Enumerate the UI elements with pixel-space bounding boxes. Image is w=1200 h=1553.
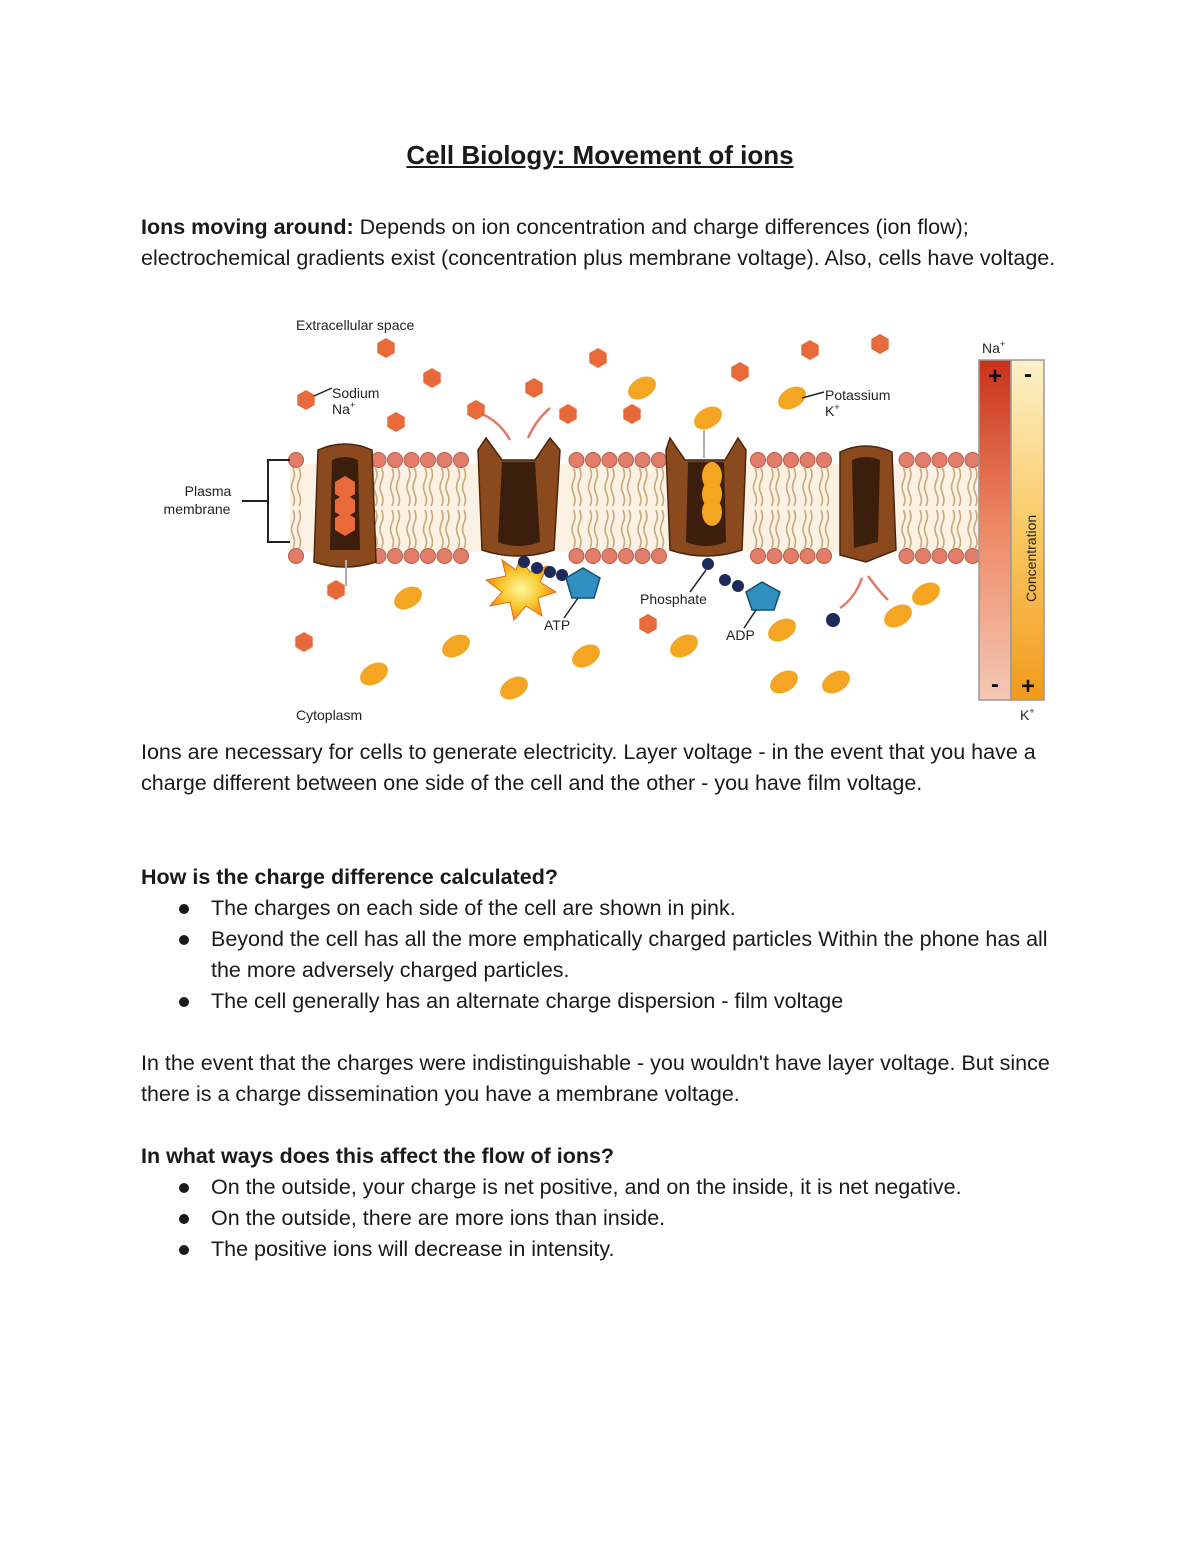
list-item: The charges on each side of the cell are shown in pink. — [141, 893, 1071, 924]
page-title: Cell Biology: Movement of ions — [406, 140, 794, 170]
bar-plus-top: + — [987, 363, 1003, 390]
lipid-head — [767, 453, 782, 468]
plasma-membrane-label-1: Plasma — [184, 483, 232, 499]
lipid-head — [932, 549, 947, 564]
list-item: On the outside, there are more ions than inside. — [141, 1203, 1071, 1234]
cytoplasm-label: Cytoplasm — [296, 707, 363, 723]
list-item: On the outside, your charge is net positive, and on the inside, it is net negative. — [141, 1172, 1071, 1203]
lipid-head — [404, 453, 419, 468]
lipid-head — [932, 453, 947, 468]
lipid-head — [569, 453, 584, 468]
lipid-head — [916, 549, 931, 564]
lipid-head — [800, 549, 815, 564]
membrane-diagram — [150, 310, 1060, 730]
sodium-ion — [387, 412, 404, 432]
plasma-membrane-label-2: membrane — [163, 501, 231, 517]
lipid-head — [289, 453, 304, 468]
lipid-head — [899, 453, 914, 468]
bullet-icon — [179, 1214, 189, 1224]
sodium-ion — [377, 338, 394, 358]
lipid-head — [569, 549, 584, 564]
heading-charge-difference: How is the charge difference calculated? — [141, 865, 558, 889]
bar-bottom-label: K+ — [1020, 706, 1035, 723]
bullet-icon — [179, 1245, 189, 1255]
membrane-bracket — [242, 460, 290, 542]
bullet-icon — [179, 1183, 189, 1193]
bar-plus-bottom: + — [1020, 673, 1036, 700]
sodium-ion — [525, 378, 542, 398]
pump-protein-2 — [478, 438, 560, 556]
list-item: The positive ions will decrease in intensity. — [141, 1234, 1071, 1265]
potassium-ion — [908, 578, 944, 610]
potassium-ion — [568, 640, 604, 672]
lipid-head — [965, 549, 980, 564]
paragraph-membrane-voltage: In the event that the charges were indistinguishable - you wouldn't have layer voltage. But since there is a charge dissemination you have a membrane voltage. — [141, 1051, 1050, 1106]
lipid-head — [817, 453, 832, 468]
pump-protein-1 — [314, 444, 376, 567]
adp-phosphate-chain — [702, 558, 744, 592]
free-phosphate — [826, 613, 840, 627]
lipid-head — [916, 453, 931, 468]
lipid-head — [421, 549, 436, 564]
bullet-icon — [179, 935, 189, 945]
sodium-ion — [801, 340, 818, 360]
potassium-ion — [624, 372, 660, 404]
sodium-ion — [559, 404, 576, 424]
lipid-head — [751, 549, 766, 564]
bar-minus-bottom: - — [991, 671, 999, 698]
potassium-label: Potassium — [825, 387, 891, 403]
lipid-head — [454, 549, 469, 564]
potassium-ion — [438, 630, 474, 662]
lipid-head — [289, 549, 304, 564]
adp-pentagon — [746, 582, 780, 610]
lipid-head — [817, 549, 832, 564]
potassium-ion — [356, 658, 392, 690]
list-flow-of-ions — [141, 1172, 1071, 1265]
list-charge-difference — [141, 893, 1071, 1017]
lipid-head — [635, 453, 650, 468]
extracellular-label: Extracellular space — [296, 317, 415, 333]
sodium-ion — [639, 614, 656, 634]
sodium-ion — [731, 362, 748, 382]
lipid-head — [767, 549, 782, 564]
pump-protein-3 — [666, 438, 746, 556]
potassium-ion — [818, 666, 854, 698]
energy-burst — [486, 558, 556, 620]
heading-flow-of-ions: In what ways does this affect the flow of ions? — [141, 1144, 615, 1168]
concentration-bar — [979, 339, 1044, 723]
sodium-ion — [297, 390, 314, 410]
lipid-head — [784, 453, 799, 468]
lipid-head — [586, 549, 601, 564]
lipid-head — [784, 549, 799, 564]
intro-paragraph — [141, 212, 1071, 274]
list-item: The cell generally has an alternate charge dispersion - film voltage — [141, 986, 1071, 1017]
sodium-ion — [589, 348, 606, 368]
lipid-head — [454, 453, 469, 468]
potassium-ion — [496, 672, 532, 704]
atp-pentagon — [566, 568, 600, 598]
bullet-icon — [179, 997, 189, 1007]
lipid-head — [652, 549, 667, 564]
lipid-head — [899, 549, 914, 564]
lipid-head — [652, 453, 667, 468]
sodium-ion — [467, 400, 484, 420]
lipid-head — [388, 453, 403, 468]
lipid-head — [586, 453, 601, 468]
lipid-head — [619, 453, 634, 468]
lipid-head — [404, 549, 419, 564]
potassium-ion — [690, 402, 726, 434]
lipid-head — [965, 453, 980, 468]
lipid-head — [602, 453, 617, 468]
sodium-label: Sodium — [332, 385, 380, 401]
potassium-ion — [880, 600, 916, 632]
lipid-head — [949, 453, 964, 468]
pump-protein-4 — [840, 446, 896, 562]
sodium-ion — [423, 368, 440, 388]
sodium-symbol: Na+ — [332, 400, 356, 417]
intro-text: Depends on ion concentration and charge differences (ion flow); electrochemical gradients exist (concentration plus membrane voltage). Also, cells have voltage. — [141, 215, 1056, 270]
potassium-ion — [766, 666, 802, 698]
lipid-head — [800, 453, 815, 468]
potassium-ion — [764, 614, 800, 646]
lipid-head — [619, 549, 634, 564]
bullet-icon — [179, 904, 189, 914]
adp-label: ADP — [726, 627, 755, 643]
lipid-head — [437, 549, 452, 564]
lipid-head — [437, 453, 452, 468]
phosphate-label: Phosphate — [640, 591, 707, 607]
sodium-ion — [623, 404, 640, 424]
atp-label: ATP — [544, 617, 571, 633]
lipid-head — [949, 549, 964, 564]
lipid-head — [751, 453, 766, 468]
lipid-head — [602, 549, 617, 564]
lipid-head — [388, 549, 403, 564]
concentration-label: Concentration — [1023, 514, 1039, 602]
sodium-ion — [295, 632, 312, 652]
lipid-head — [635, 549, 650, 564]
potassium-symbol: K+ — [825, 402, 840, 419]
sodium-ion — [871, 334, 888, 354]
intro-lead: Ions moving around: — [141, 215, 354, 239]
bar-top-label: Na+ — [982, 339, 1006, 356]
potassium-ion — [390, 582, 426, 614]
potassium-ion — [666, 630, 702, 662]
bar-minus-top: - — [1024, 361, 1032, 388]
paragraph-ions-electricity: Ions are necessary for cells to generate electricity. Layer voltage - in the event that you have a charge different between one side of the cell and the other - you have film voltage. — [141, 740, 1036, 795]
sodium-ion — [327, 580, 344, 600]
list-item: Beyond the cell has all the more emphatically charged particles Within the phone has all the more adversely charged particles. — [141, 924, 1071, 986]
lipid-head — [421, 453, 436, 468]
